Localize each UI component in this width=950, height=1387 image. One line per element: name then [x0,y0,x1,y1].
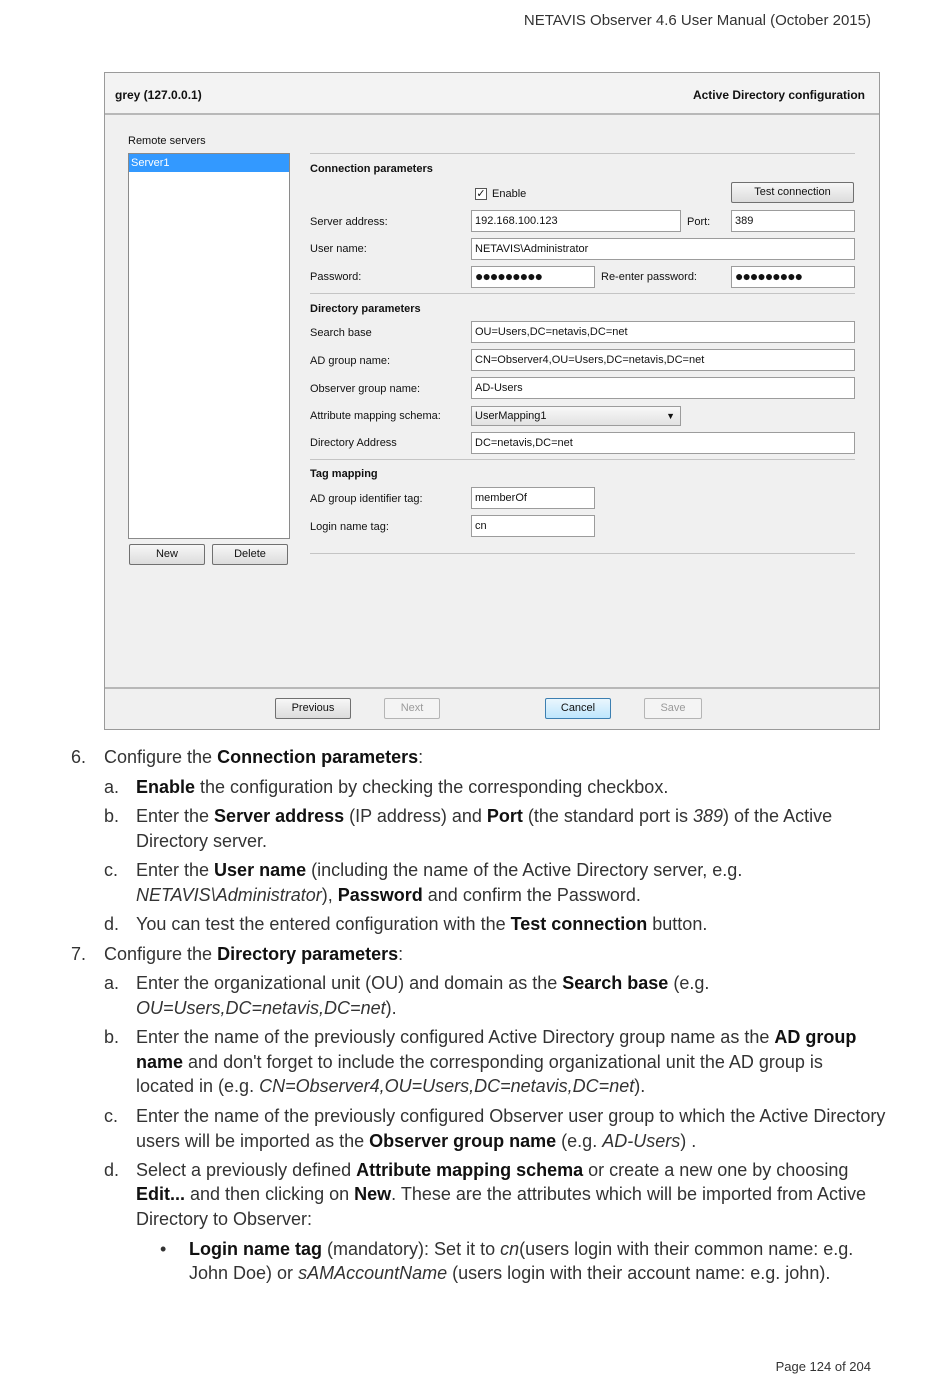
separator [310,553,855,554]
step-7a: Enter the organizational unit (OU) and domain as the Search base (e.g. [136,973,710,993]
step-7a-cont: OU=Users,DC=netavis,DC=net). [136,998,397,1018]
next-button[interactable]: Next [384,698,440,719]
bullet-login-name-tag: Login name tag (mandatory): Set it to cn(users login with their common name: e.g. [189,1239,854,1259]
sub-letter: c. [104,1106,119,1126]
connection-parameters-title: Connection parameters [310,163,433,175]
cancel-button[interactable]: Cancel [545,698,611,719]
step-7b-cont2: located in (e.g. CN=Observer4,OU=Users,DC=netavis,DC=net). [136,1076,646,1096]
tag-mapping-title: Tag mapping [310,468,378,480]
ad-group-tag-label: AD group identifier tag: [310,493,423,505]
step-7: Configure the Directory parameters: [104,944,404,964]
step-6c: Enter the User name (including the name of the Active Directory server, e.g. [136,860,743,880]
step-7d-cont: Edit... and then clicking on New. These are the attributes which will be imported from Active [136,1184,867,1204]
sub-letter: b. [104,1027,120,1047]
sub-letter: c. [104,860,119,880]
separator [310,153,855,154]
ad-config-dialog [104,72,880,730]
enable-label: Enable [492,188,527,200]
reenter-password-label: Re-enter password: [601,271,697,283]
step-7c-cont: users will be imported as the Observer group name (e.g. AD-Users) . [136,1131,697,1151]
new-server-button[interactable]: New [129,544,205,565]
password-field[interactable]: ●●●●●●●●● [471,266,595,288]
step-6a: Enable the configuration by checking the corresponding checkbox. [136,777,669,797]
step-6c-cont: NETAVIS\Administrator), Password and confirm the Password. [136,885,641,905]
step-number: 6. [71,747,87,767]
ad-group-tag-field[interactable]: memberOf [471,487,595,509]
sub-letter: b. [104,806,120,826]
server-address-label: Server address: [310,216,388,228]
search-base-field[interactable]: OU=Users,DC=netavis,DC=net [471,321,855,343]
separator [310,293,855,294]
password-label: Password: [310,271,362,283]
step-7b-cont: name and don't forget to include the corresponding organizational unit the AD group is [136,1052,823,1072]
directory-parameters-title: Directory parameters [310,303,421,315]
step-7c: Enter the name of the previously configured Observer user group to which the Active Directory [136,1106,886,1126]
save-button[interactable]: Save [644,698,702,719]
page-number: Page 124 of 204 [775,1359,871,1374]
step-6b: Enter the Server address (IP address) and Port (the standard port is 389) of the Active [136,806,833,826]
ad-group-field[interactable]: CN=Observer4,OU=Users,DC=netavis,DC=net [471,349,855,371]
enable-checkbox[interactable]: ✓ [476,188,486,200]
step-7d-cont2: Directory to Observer: [136,1209,313,1229]
login-name-tag-label: Login name tag: [310,521,389,533]
step-7b: Enter the name of the previously configured Active Directory group name as the AD group [136,1027,857,1047]
search-base-label: Search base [310,327,372,339]
directory-address-label: Directory Address [310,437,397,449]
sub-letter: d. [104,1160,120,1180]
separator [310,459,855,460]
server-list-item[interactable]: Server1 [129,154,289,172]
ad-group-label: AD group name: [310,355,391,367]
previous-button[interactable]: Previous [275,698,351,719]
server-list[interactable] [128,153,290,539]
port-label: Port: [687,216,711,228]
page-header: NETAVIS Observer 4.6 User Manual (October 2015) [523,12,871,29]
sub-letter: d. [104,914,120,934]
reenter-password-field[interactable]: ●●●●●●●●● [731,266,855,288]
user-name-field[interactable]: NETAVIS\Administrator [471,238,855,260]
delete-server-button[interactable]: Delete [212,544,288,565]
step-6: Configure the Connection parameters: [104,747,424,767]
bullet-login-name-tag-cont: John Doe) or sAMAccountName (users login with their account name: e.g. john). [189,1263,831,1283]
observer-group-field[interactable]: AD-Users [471,377,855,399]
directory-address-field[interactable]: DC=netavis,DC=net [471,432,855,454]
server-address-field[interactable]: 192.168.100.123 [471,210,681,232]
user-name-label: User name: [310,243,367,255]
dialog-footer [105,687,879,729]
step-7d: Select a previously defined Attribute mapping schema or create a new one by choosing [136,1160,849,1180]
step-6d: You can test the entered configuration with the Test connection button. [136,914,708,934]
port-field[interactable]: 389 [731,210,855,232]
sub-letter: a. [104,973,120,993]
chevron-down-icon: ▼ [666,411,675,421]
host-label: grey (127.0.0.1) [115,88,202,102]
test-connection-button[interactable]: Test connection [731,182,854,203]
mapping-schema-value: UserMapping1 [475,410,547,422]
step-number: 7. [71,944,87,964]
remote-servers-label: Remote servers [128,135,206,147]
dialog-title: Active Directory configuration [692,88,865,102]
sub-letter: a. [104,777,120,797]
mapping-schema-select[interactable] [471,406,681,426]
bullet-icon: • [160,1239,167,1259]
step-6b-cont: Directory server. [136,831,268,851]
dialog-header [105,73,879,115]
observer-group-label: Observer group name: [310,383,421,395]
login-name-tag-field[interactable]: cn [471,515,595,537]
mapping-schema-label: Attribute mapping schema: [310,410,441,422]
